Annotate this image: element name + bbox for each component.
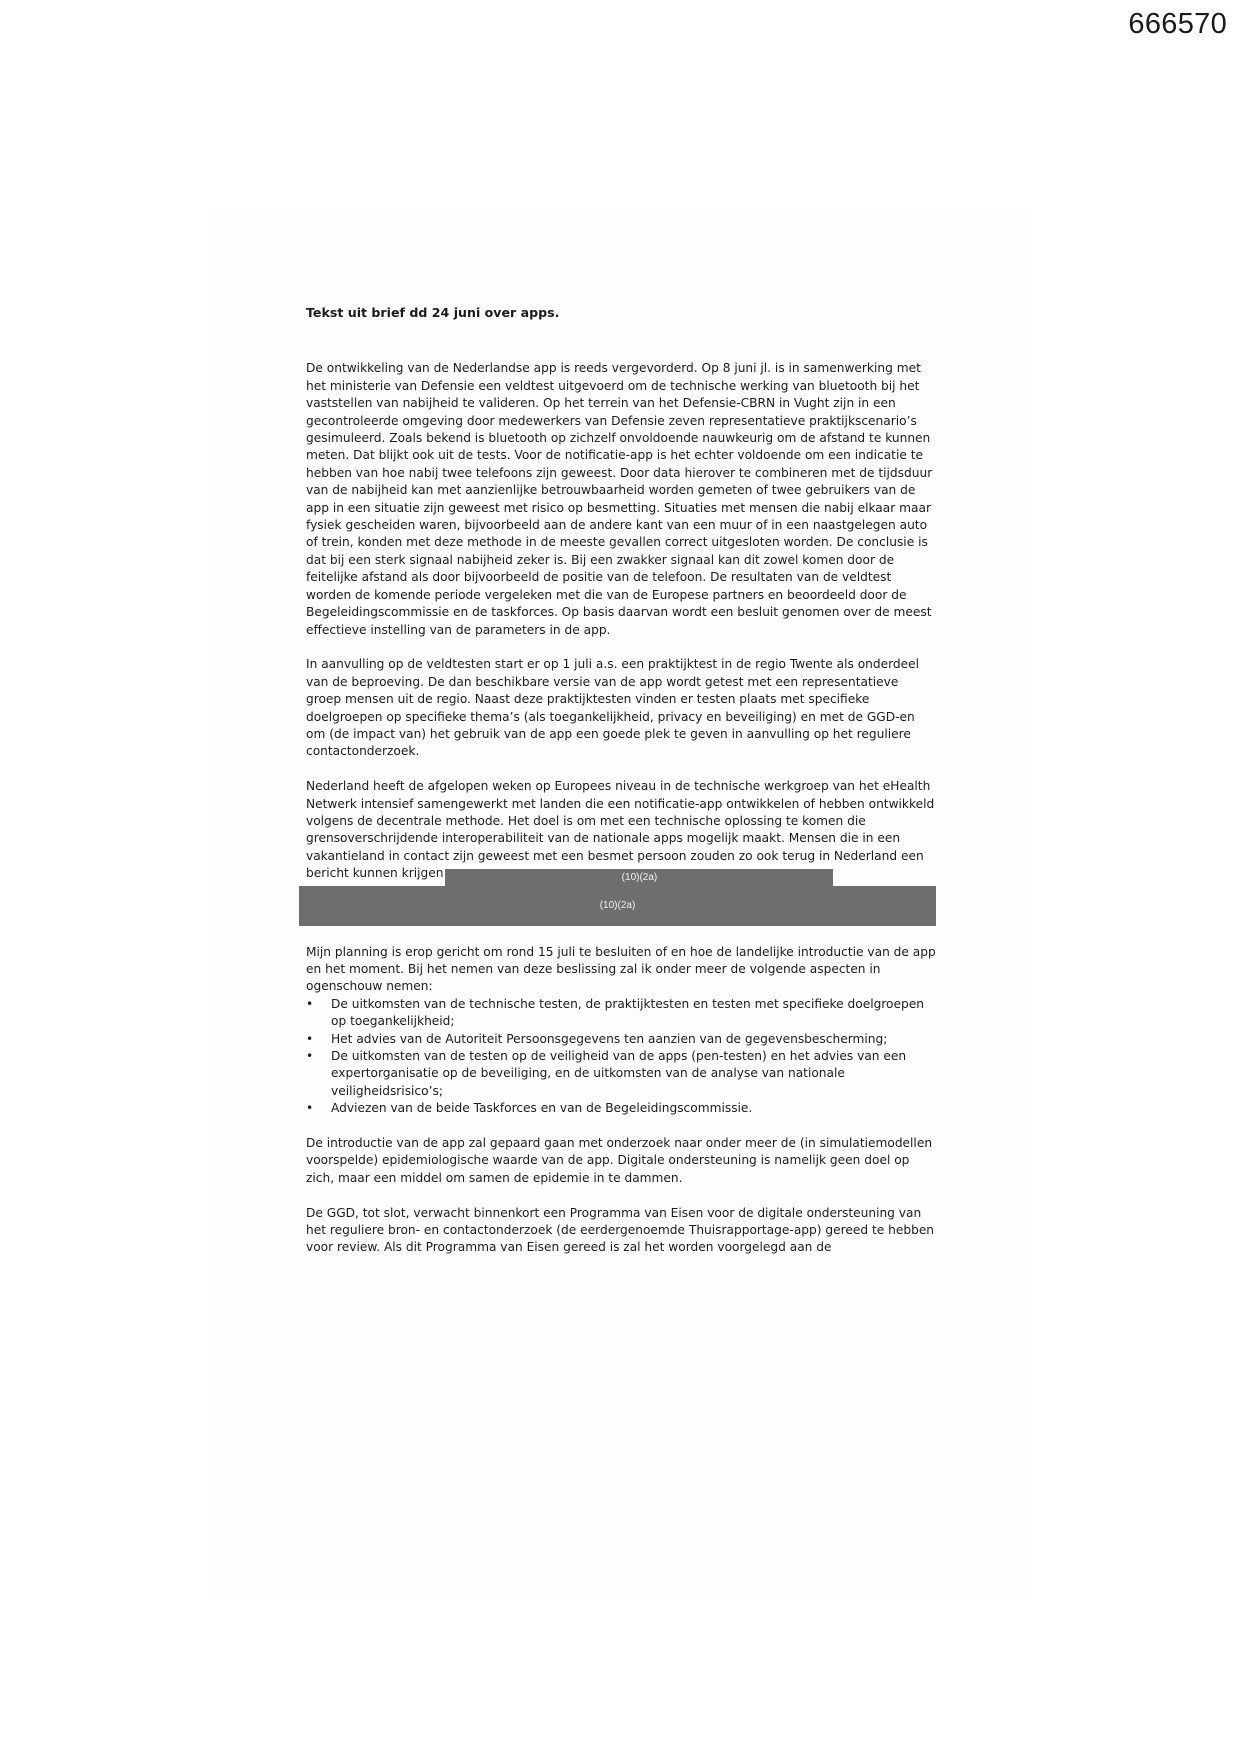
paragraph-eu-text: Nederland heeft de afgelopen weken op Europees niveau in de technische werkgroep van het eHealth Netwerk intensief samengewerkt met landen die een notificatie-app ontwikkelen of hebben ontwikkeld volgens de decentrale methode. Het doel is om met een technische oplossing te komen die grensoverschrijdende interoperabiliteit van de nationale apps mogelijk maakt. Mensen die in een vakantieland in contact zijn geweest met een besmet persoon zouden zo ook terug in Nederland een bericht kunnen krijgen: [306, 779, 935, 881]
list-item: [306, 996, 936, 1031]
paragraph-eu-interoperability: [306, 778, 936, 886]
bullet-icon: •: [306, 1048, 314, 1063]
list-item: [306, 1048, 936, 1100]
letter-excerpt: [306, 304, 936, 1274]
bullet-icon: •: [306, 996, 314, 1011]
document-number: 666570: [1128, 8, 1227, 40]
bullet-icon: •: [306, 1031, 314, 1046]
list-item-text: Het advies van de Autoriteit Persoonsgegevens ten aanzien van de gegevensbescherming;: [331, 1031, 888, 1046]
bullet-icon: •: [306, 1101, 314, 1116]
list-item-text: Adviezen van de beide Taskforces en van de Begeleidingscommissie.: [331, 1101, 753, 1116]
aspects-list: [306, 996, 936, 1118]
paragraph-epidemiology: De introductie van de app zal gepaard gaan met onderzoek naar onder meer de (in simulatiemodellen voorspelde) epidemiologische waarde van de app. Digitale ondersteuning is namelijk geen doel op zich, maar een middel om samen de epidemie in te dammen.: [306, 1136, 933, 1185]
list-item: [306, 1031, 936, 1048]
redaction-inline: (10)(2a): [445, 869, 833, 886]
document-title: Tekst uit brief dd 24 juni over apps.: [306, 305, 560, 320]
paragraph-field-test: De ontwikkeling van de Nederlandse app is reeds vergevorderd. Op 8 juni jl. is in samenwerking met het ministerie van Defensie een veldtest uitgevoerd om de technische werking van bluetooth bij het vaststellen van nabijheid te valideren. Op het terrein van het Defensie-CBRN in Vught zijn in een gecontroleerde omgeving door medewerkers van Defensie zeven representatieve praktijkscenario’s gesimuleerd. Zoals bekend is bluetooth op zichzelf onvoldoende nauwkeurig om de afstand te kunnen meten. Dat blijkt ook uit de tests. Voor de notificatie-app is het echter voldoende om een indicatie te hebben van hoe nabij twee telefoons zijn geweest. Door data hierover te combineren met de tijdsduur van de nabijheid kan met aanzienlijke betrouwbaarheid worden gemeten of twee gebruikers van de app in een situatie zijn geweest met risico op besmetting. Situaties met mensen die nabij elkaar maar fysiek gescheiden waren, bijvoorbeeld aan de andere kant van een muur of in een naastgelegen auto of trein, konden met deze methode in de meeste gevallen correct uitgesloten worden. De conclusie is dat bij een sterk signaal nabijheid zeker is. Bij een zwakker signaal kan dit zowel komen door de feitelijke afstand als door bijvoorbeeld de positie van de telefoon. De resultaten van de veldtest worden de komende periode vergeleken met die van de Europese partners en beoordeeld door de Begeleidingscommissie en de taskforces. Op basis daarvan wordt een besluit genomen over de meest effectieve instelling van de parameters in de app.: [306, 361, 933, 637]
redaction-block: (10)(2a): [299, 886, 936, 926]
list-item-text: De uitkomsten van de testen op de veiligheid van de apps (pen-testen) en het advies van een expertorganisatie op de beveiliging, en de uitkomsten van de analyse van nationale veiligheidsrisico’s;: [331, 1048, 907, 1098]
paragraph-practice-test: In aanvulling op de veldtesten start er op 1 juli a.s. een praktijktest in de regio Twente als onderdeel van de beproeving. De dan beschikbare versie van de app wordt getest met een representatieve groep mensen uit de regio. Naast deze praktijktesten vinden er testen plaats met specifieke doelgroepen op specifieke thema’s (als toegankelijkheid, privacy en beveiliging) en met de GGD-en om (de impact van) het gebruik van de app een goede plek te geven in aanvulling op het reguliere contactonderzoek.: [306, 657, 920, 759]
list-item: [306, 1100, 936, 1117]
paragraph-ggd: De GGD, tot slot, verwacht binnenkort een Programma van Eisen voor de digitale ondersteuning van het reguliere bron- en contactonderzoek (de eerdergenoemde Thuisrapportage-app) gereed te hebben voor review. Als dit Programma van Eisen gereed is zal het worden voorgelegd aan de: [306, 1205, 935, 1255]
paragraph-planning: Mijn planning is erop gericht om rond 15 juli te besluiten of en hoe de landelijke introductie van de app en het moment. Bij het nemen van deze beslissing zal ik onder meer de volgende aspecten in ogenschouw nemen:: [306, 944, 936, 994]
list-item-text: De uitkomsten van de technische testen, de praktijktesten en testen met specifieke doelgroepen op toegankelijkheid;: [331, 996, 924, 1029]
